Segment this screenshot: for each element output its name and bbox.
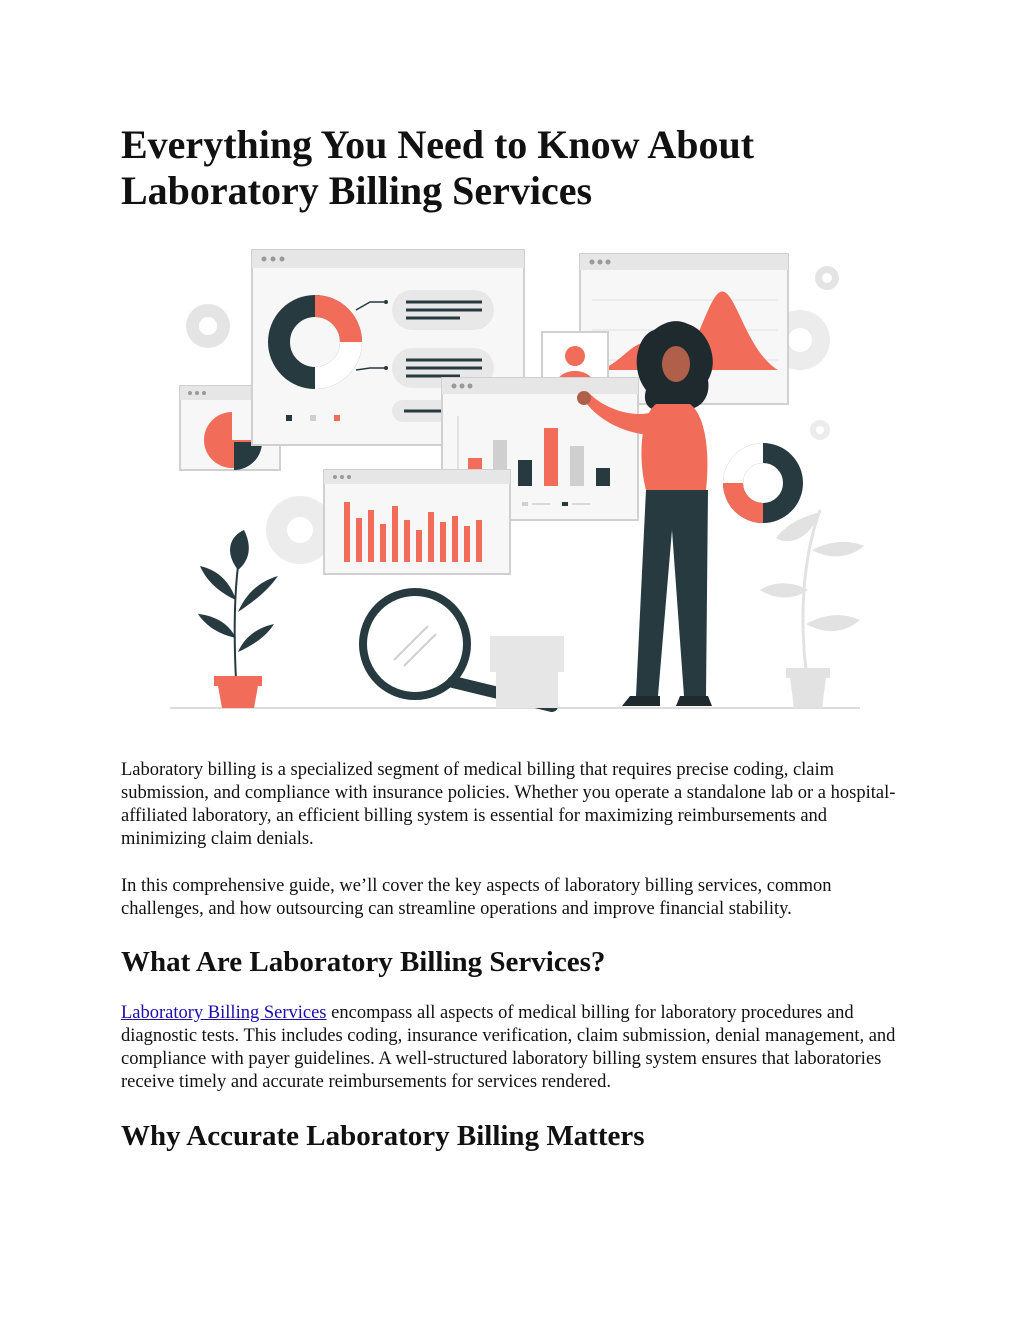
section-heading-why-accurate: Why Accurate Laboratory Billing Matters bbox=[121, 1120, 645, 1152]
guide-paragraph: In this comprehensive guide, we’ll cover the key aspects of laboratory billing services, common challenges, and how outsourcing can streamline operations and improve financial stability. bbox=[121, 876, 832, 919]
box-stack bbox=[490, 636, 564, 708]
gear-icon bbox=[186, 304, 230, 348]
intro-paragraph: Laboratory billing is a specialized segment of medical billing that requires precise coding, claim submission, and compliance with insurance policies. Whether you operate a standalone lab or a hospital-affiliated laboratory, an efficient billing system is essential for maximizing reimbursements and minimizing claim denials. bbox=[121, 760, 896, 849]
plant-icon bbox=[198, 530, 278, 708]
donut-chart-icon bbox=[733, 453, 793, 513]
laboratory-billing-services-link[interactable]: Laboratory Billing Services bbox=[121, 1003, 327, 1023]
page-title: Everything You Need to Know About Laboratory Billing Services bbox=[121, 122, 755, 213]
gear-icon bbox=[810, 420, 830, 440]
gear-icon bbox=[815, 266, 839, 290]
plant-icon bbox=[760, 510, 864, 708]
section1-paragraph bbox=[121, 1002, 911, 1094]
lower-bar-window bbox=[324, 470, 510, 574]
billing-illustration bbox=[160, 240, 870, 718]
section-heading-what-are: What Are Laboratory Billing Services? bbox=[121, 946, 606, 978]
section1-body-text: encompass all aspects of medical billing for laboratory procedures and diagnostic tests. This includes coding, insurance verification, claim submission, denial management, and compliance with payer guidelines. A well-structured laboratory billing system ensures that laboratories receive timely and accurate reimbursements for services rendered. bbox=[121, 1003, 896, 1092]
